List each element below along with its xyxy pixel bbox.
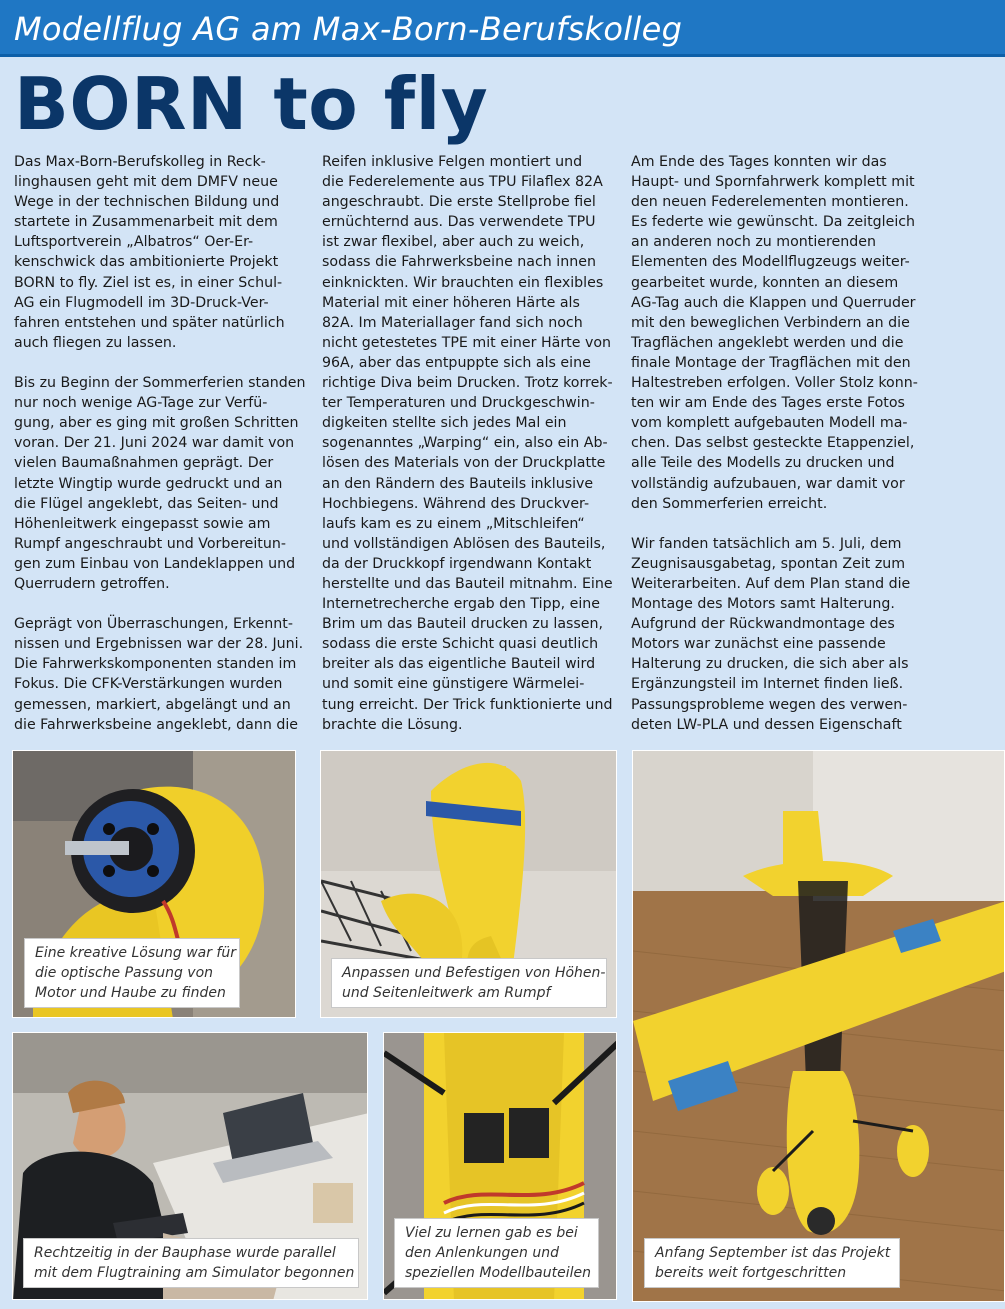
text-column-3: [631, 152, 931, 735]
text-column-1: [14, 152, 314, 735]
caption-simulator: Rechtzeitig in der Bauphase wurde parallel mit dem Flugtraining am Simulator begonnen: [23, 1238, 359, 1288]
caption-motor: Eine kreative Lösung war für die optische Passung von Motor und Haube zu finden: [24, 938, 240, 1008]
caption-plane: Anfang September ist das Projekt bereits weit fortgeschritten: [644, 1238, 900, 1288]
article-headline: BORN to fly: [14, 62, 489, 146]
banner-title: Modellflug AG am Max-Born-Berufskolleg: [14, 10, 683, 48]
paragraph: Bis zu Beginn der Sommerferien standen nur noch wenige AG-Tage zur Verfü- gung, aber es ging mit großen Schritten voran. Der 21. Juni 2024 war damit von vielen Baumaßnahmen geprägt. Der letzte Wingtip wurde gedruckt und an die Flügel angeklebt, das Seiten- und Höhenleitwerk eingepasst sowie am Rumpf angeschraubt und Vorbereitun- gen zum Einbau von Landeklappen und Querrudern getroffen.: [14, 375, 306, 592]
caption-tail: Anpassen und Befestigen von Höhen- und Seitenleitwerk am Rumpf: [331, 958, 607, 1008]
paragraph: Geprägt von Überraschungen, Erkennt- nissen und Ergebnissen war der 28. Juni. Die Fahrwerkskomponenten standen im Fokus. Die CFK-Verstärkungen wurden gemessen, markiert, abgelängt und an die Fahrwerksbeine angeklebt, dann die: [14, 616, 304, 733]
section-banner: [0, 0, 1005, 57]
caption-linkages: Viel zu lernen gab es bei den Anlenkungen und speziellen Modellbauteilen: [394, 1218, 599, 1288]
paragraph: Wir fanden tatsächlich am 5. Juli, dem Zeugnisausgabetag, spontan Zeit zum Weiterarbeiten. Auf dem Plan stand die Montage des Motors samt Halterung. Aufgrund der Rückwandmontage des Motors war zunächst eine passende Halterung zu drucken, die sich aber als Ergänzungsteil im Internet finden ließ. Passungsprobleme wegen des verwen- deten LW-PLA und dessen Eigenschaft: [631, 535, 911, 733]
paragraph: Das Max-Born-Berufskolleg in Reck- linghausen geht mit dem DMFV neue Wege in der technischen Bildung und startete in Zusammenarbeit mit dem Luftsportverein „Albatros“ Oer-Er- kenschwick das ambitionierte Projekt BORN to fly. Ziel ist es, in einer Schul- AG ein Flugmodell im 3D-Druck-Ver- fahren entstehen und später natürlich auch fliegen zu lassen.: [14, 154, 285, 351]
paragraph: Reifen inklusive Felgen montiert und die Federelemente aus TPU Filaflex 82A angeschraubt. Die erste Stellprobe fiel ernüchternd aus. Das verwendete TPU ist zwar flexibel, aber auch zu weich, sodass die Fahrwerksbeine nach innen einknickten. Wir brauchten ein flexibles Material mit einer höheren Härte als 82A. Im Materiallager fand sich noch nicht getestetes TPE mit einer Härte von 96A, aber das entpuppte sich als eine richtige Diva beim Drucken. Trotz korrek- ter Temperaturen und Druckgeschwin- digkeiten stellte sich jedes Mal ein sogenanntes „Warping“ ein, also ein Ab- lösen des Materials von der Druckplatte an den Rändern des Bauteils inklusive Hochbiegens. Während des Druckver- laufs kam es zu einem „Mitschleifen“ und vollständigen Ablösen des Bauteils, da der Druckkopf irgendwann Kontakt herstellte und das Bauteil mitnahm. Eine Internetrecherche ergab den Tipp, eine Brim um das Bauteil drucken zu lassen, sodass die erste Schicht quasi deutlich breiter als das eigentliche Bauteil wird und somit eine günstigere Wärmelei- tung erreicht. Der Trick funktionierte und brachte die Lösung.: [322, 154, 613, 733]
paragraph: Am Ende des Tages konnten wir das Haupt- und Spornfahrwerk komplett mit den neuen Federelementen montieren. Es federte wie gewünscht. Da zeitgleich an anderen noch zu montierenden Elementen des Modellflugzeugs weiter- gearbeitet wurde, konnten an diesem AG-Tag auch die Klappen und Querruder mit den beweglichen Verbindern an die Tragflächen angeklebt werden und die finale Montage der Tragflächen mit den Haltestreben erfolgen. Voller Stolz konn- ten wir am Ende des Tages erste Fotos vom komplett aufgebauten Modell ma- chen. Das selbst gesteckte Etappenziel, alle Teile des Modells zu drucken und vollständig aufzubauen, war damit vor den Sommerferien erreicht.: [631, 154, 918, 512]
text-column-2: [322, 152, 622, 735]
photo-complete-airplane: [632, 750, 1005, 1302]
